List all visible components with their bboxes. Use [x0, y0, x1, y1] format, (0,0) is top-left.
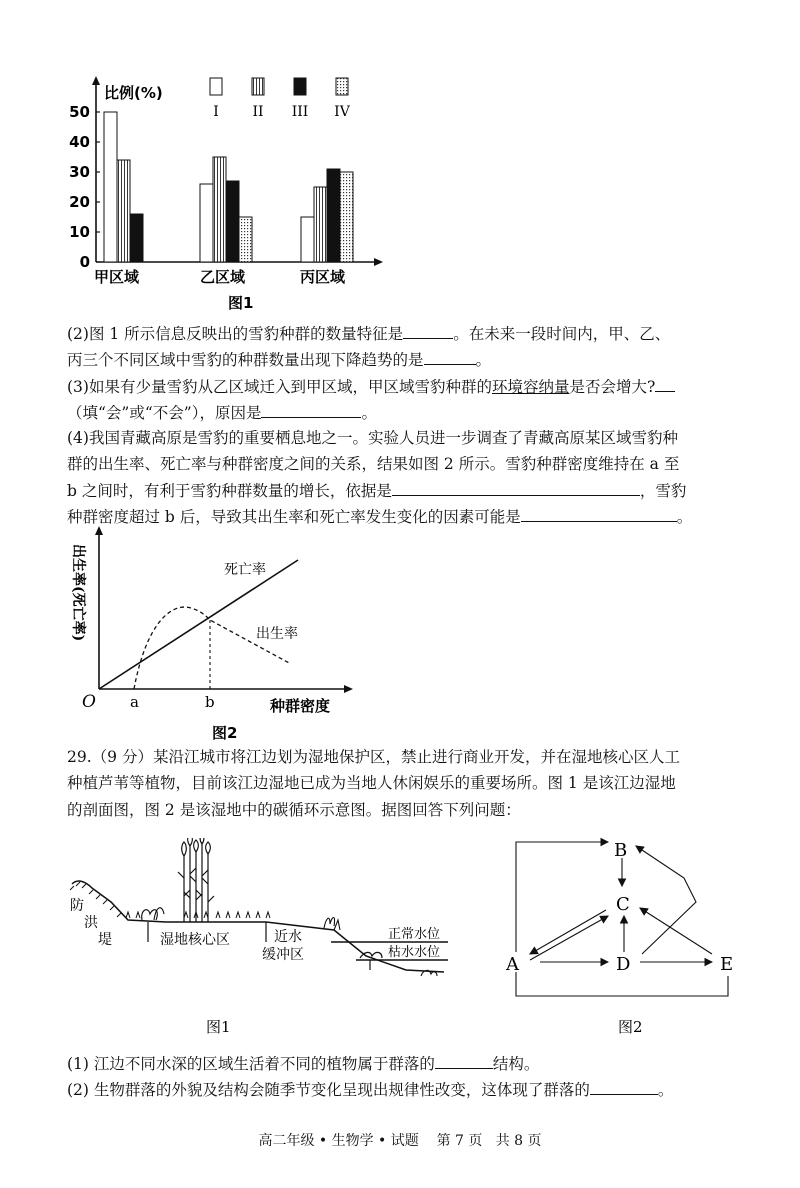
shrub-left [142, 908, 164, 920]
fig1-ylabel: 比例(%) [104, 84, 163, 102]
q4-line1: (4)我国青藏高原是雪豹的重要栖息地之一。实验人员进一步调查了青藏高原某区域雪豹种 [67, 429, 678, 447]
q29-1-text-2: 结构。 [492, 1055, 540, 1073]
dry-water-label: 枯水水位 [388, 945, 441, 960]
fig1-legend-swatch [252, 78, 264, 95]
node-D: D [616, 954, 631, 975]
q29-2-line [67, 1076, 673, 1103]
fig1-categories [94, 268, 346, 286]
q4-text-3: 种群密度超过 b 后，导致其出生率和死亡率发生变化的因素可能是 [67, 508, 521, 526]
fig1-bar [117, 160, 130, 262]
fig1-category-label: 乙区域 [200, 268, 246, 286]
q2-blank-2[interactable] [424, 346, 476, 365]
q29-1-blank[interactable] [435, 1050, 493, 1069]
q3-text-3: （填“会”或“不会”），原因是 [67, 404, 262, 422]
grass-row [126, 912, 270, 918]
q4-blank-1[interactable] [392, 477, 640, 496]
fig2-birth-curve [134, 607, 291, 689]
carbon-caption: 图2 [618, 1018, 643, 1036]
fig1-bar [104, 112, 117, 262]
q4-blank-2[interactable] [521, 503, 677, 522]
fig2-ylabel: 出生率(死亡率) [70, 544, 86, 642]
fig1-legend [210, 78, 351, 120]
dike-label-2: 洪 [84, 915, 98, 931]
node-B: B [614, 840, 628, 861]
figure2-rate-graph [66, 524, 356, 746]
fig1-legend-swatch [336, 78, 348, 95]
fig1-x-arrow [374, 258, 383, 266]
fig1-caption: 图1 [228, 294, 254, 312]
q29-2-blank[interactable] [590, 1076, 658, 1095]
q4-text-2: ，雪豹 [639, 482, 687, 500]
fig2-birth-label: 出生率 [256, 626, 298, 642]
fig2-x-arrow [344, 685, 353, 693]
node-E: E [720, 954, 734, 975]
q4-text-1: b 之间时，有利于雪豹种群数量的增长，依据是 [67, 482, 392, 500]
q29-2-text-2: 。 [657, 1081, 674, 1099]
q3-text-2: 是否会增大? [569, 378, 656, 396]
fig1-ytick-label: 20 [69, 193, 90, 211]
q3-blank-1[interactable] [655, 373, 675, 392]
core-zone-label: 湿地核心区 [160, 932, 230, 948]
fig1-ytick-label: 30 [69, 163, 90, 181]
fig2-tick-a: a [130, 693, 139, 711]
fig2-tick-b: b [205, 693, 215, 711]
carbon-cycle-diagram [500, 830, 760, 1045]
buffer-label-1: 近水 [274, 929, 302, 945]
q29-1-line [67, 1050, 539, 1077]
figure1-bar-chart [60, 68, 400, 320]
shrub-buffer [324, 918, 340, 931]
fig1-legend-swatch [294, 78, 306, 95]
node-A: A [506, 954, 519, 975]
dike-label-3: 堤 [98, 932, 112, 948]
q3-text-4: 。 [361, 404, 377, 422]
fig1-legend-label: I [213, 104, 219, 120]
fig1-legend-label: III [291, 104, 309, 120]
fig1-category-label: 甲区域 [94, 268, 140, 286]
q3-blank-2[interactable] [261, 399, 361, 418]
q29-line3: 的剖面图，图 2 是该湿地中的碳循环示意图。据图回答下列问题： [67, 801, 521, 819]
fig1-bar [130, 214, 143, 262]
q29-1-text-1: (1) 江边不同水深的区域生活着不同的植物属于群落的 [67, 1055, 435, 1073]
q4-text-4: 。 [676, 508, 693, 526]
q2-blank-1[interactable] [403, 320, 453, 339]
page-footer: 高二年级 • 生物学 • 试题 第 7 页 共 8 页 [258, 1133, 542, 1149]
fig1-ytick-label: 10 [69, 223, 90, 241]
fig1-bar [200, 184, 213, 262]
fig1-category-label: 丙区域 [300, 268, 346, 286]
q2-text-2: 。在未来一段时间内，甲、乙、 [453, 325, 671, 343]
wetland-profile-diagram [66, 838, 456, 1043]
q3-line2 [67, 399, 377, 426]
fig1-bar [226, 181, 239, 262]
q3-line1 [67, 373, 675, 400]
q2-text-4: 。 [475, 351, 492, 369]
fig1-bar [213, 157, 226, 262]
fig1-ytick-label: 50 [69, 103, 90, 121]
q29-line2: 种植芦苇等植物，目前该江边湿地已成为当地人休闲娱乐的重要场所。图 1 是该江边湿地 [67, 774, 676, 792]
fig1-ytick-label: 40 [69, 133, 90, 151]
fig1-bar [327, 169, 340, 262]
q2-line1 [67, 320, 670, 347]
fig2-death-line [99, 560, 298, 689]
fig1-bar [239, 217, 252, 262]
fig2-caption: 图2 [212, 724, 238, 742]
q3-text-1: (3)如果有少量雪豹从乙区域迁入到甲区域，甲区域雪豹种群的 [67, 378, 492, 396]
q2-text-3: 丙三个不同区域中雪豹的种群数量出现下降趋势的是 [67, 351, 424, 369]
fig2-y-arrow [95, 526, 103, 535]
q3-underlined-term: 环境容纳量 [491, 378, 570, 396]
normal-water-label: 正常水位 [388, 927, 441, 942]
fig1-bar [340, 172, 353, 262]
fig1-ytick-label: 0 [79, 253, 90, 271]
fig2-origin: O [82, 692, 96, 712]
q29-2-text-1: (2) 生物群落的外貌及结构会随季节变化呈现出规律性改变，这体现了群落的 [67, 1081, 590, 1099]
fig2-xlabel: 种群密度 [270, 697, 331, 715]
fig1-bar [301, 217, 314, 262]
reed-plants [178, 838, 214, 922]
q2-text-1: (2)图 1 所示信息反映出的雪豹种群的数量特征是 [67, 325, 404, 343]
fig1-bar [314, 187, 327, 262]
q2-line2 [67, 346, 491, 373]
dike-label-1: 防 [70, 898, 84, 914]
fig1-legend-label: IV [334, 104, 350, 120]
q29-line1: 29.（9 分）某沿江城市将江边划为湿地保护区，禁止进行商业开发，并在湿地核心区人工 [67, 748, 680, 766]
fig1-legend-label: II [252, 104, 264, 120]
fig2-death-label: 死亡率 [224, 562, 266, 578]
fig1-legend-swatch [210, 78, 222, 95]
buffer-label-2: 缓冲区 [262, 947, 304, 963]
q4-line3 [67, 477, 686, 504]
fig1-bars [104, 112, 353, 262]
fig1-y-arrow [92, 76, 100, 85]
wetland-caption: 图1 [206, 1018, 231, 1036]
q4-line2: 群的出生率、死亡率与种群密度之间的关系，结果如图 2 所示。雪豹种群密度维持在 a 至 [67, 455, 680, 473]
node-C: C [616, 894, 630, 915]
